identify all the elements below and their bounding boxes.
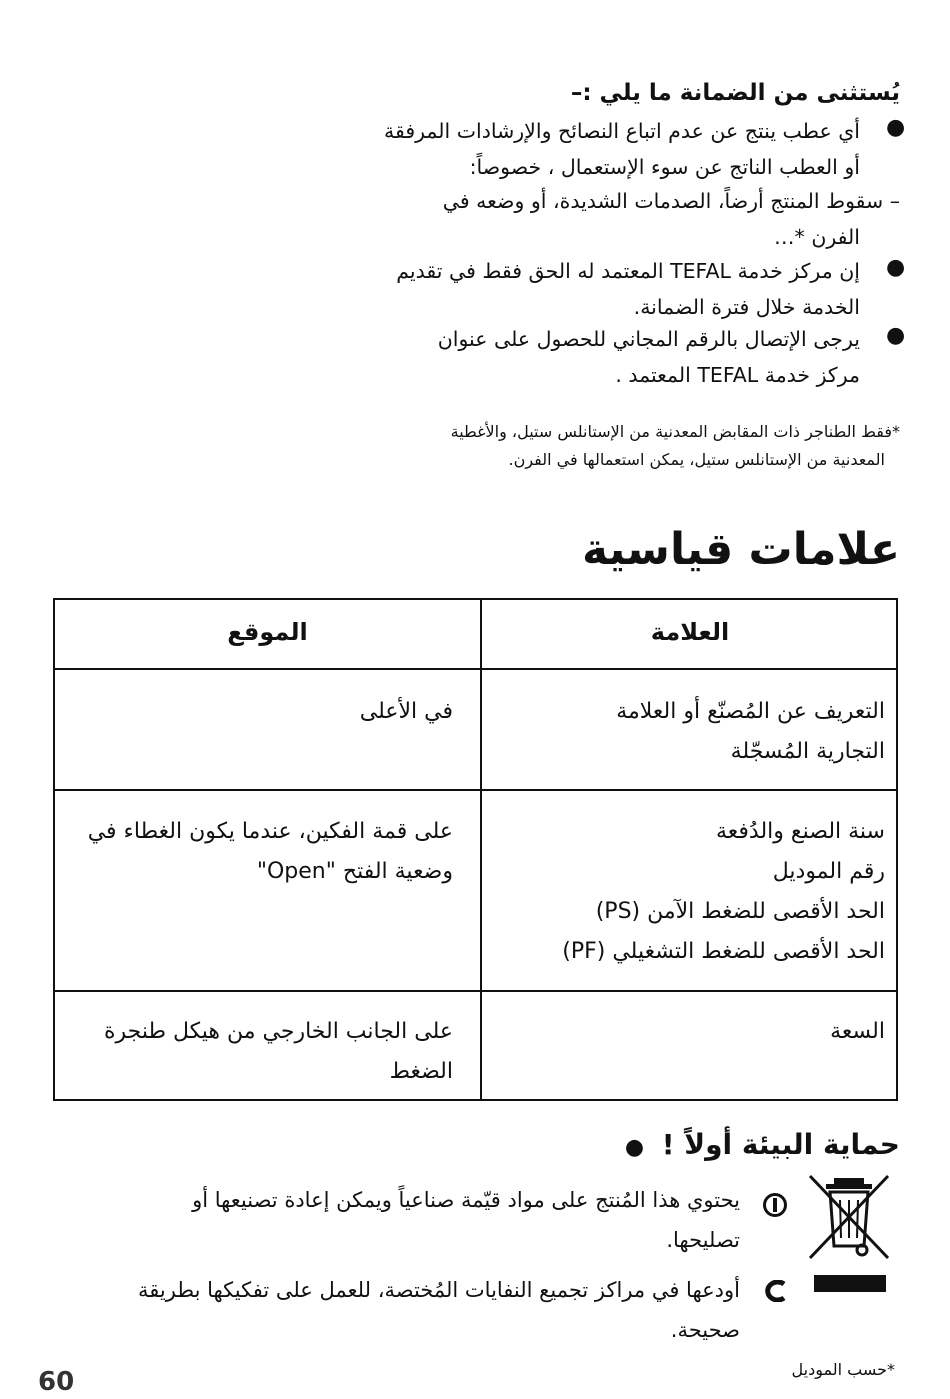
table-row-3-mark [482, 1012, 885, 1052]
environment-item-1-line-2: تصليحها. [666, 1228, 740, 1252]
exclusion-item-4-line-2: مركز خدمة TEFAL المعتمد . [615, 363, 860, 387]
exclusion-item-3 [330, 253, 860, 325]
oven-footnote-line-2: المعدنية من الإستانلس ستيل، يمكن استعمالها في الفرن. [508, 450, 885, 469]
exclusion-item-3-line-1: إن مركز خدمة TEFAL المعتمد له الحق فقط في تقديم [396, 259, 860, 283]
exclusion-item-1-line-1: أي عطب ينتج عن عدم اتباع النصائح والإرشادات المرفقة [383, 119, 860, 143]
crossed-bin-icon [806, 1172, 892, 1262]
table-row-3-location [55, 1012, 453, 1092]
oven-footnote-line-1: *فقط الطناجر ذات المقابض المعدنية من الإستانلس ستيل، والأغطية [450, 422, 900, 441]
recycle-info-icon [762, 1192, 788, 1218]
table-cell-text: على قمة الفكين، عندما يكون الغطاء في [87, 819, 453, 844]
table-header-mark: العلامة [650, 618, 730, 646]
table-cell-text: على الجانب الخارجي من هيكل طنجرة [103, 1019, 453, 1044]
exclusion-item-4-line-1: يرجى الإتصال بالرقم المجاني للحصول على عنوان [437, 327, 860, 351]
page-number: 60 [38, 1367, 75, 1397]
oven-footnote [330, 418, 900, 474]
table-cell-text: التعريف عن المُصنّع أو العلامة [616, 699, 885, 724]
bullet-icon: ● [886, 323, 906, 348]
table-row-1-mark [482, 692, 885, 772]
table-header-location: الموقع [227, 618, 308, 646]
environment-item-1 [60, 1180, 740, 1260]
table-row-2-location [55, 812, 453, 892]
table-divider [55, 990, 896, 992]
exclusion-item-4 [330, 321, 860, 393]
table-cell-text: رقم الموديل [772, 859, 885, 884]
table-cell-text: الضغط [389, 1059, 453, 1084]
environment-title: حماية البيئة أولاً ! [661, 1128, 900, 1161]
bullet-icon: ● [624, 1135, 645, 1160]
table-cell-text: في الأعلى [359, 699, 453, 724]
environment-item-2 [60, 1270, 740, 1350]
table-divider [55, 668, 896, 670]
environment-item-2-line-2: صحيحة. [670, 1318, 740, 1342]
exclusion-item-2 [330, 183, 900, 255]
table-row-1-location [55, 692, 453, 732]
deposit-icon [762, 1280, 788, 1302]
table-row-2-mark [482, 812, 885, 972]
table-cell-text: السعة [830, 1019, 885, 1044]
table-cell-text: التجارية المُسجّلة [730, 739, 885, 764]
bullet-icon: ● [886, 115, 906, 140]
black-bar-icon [814, 1275, 886, 1292]
exclusion-item-1 [330, 113, 860, 185]
bullet-icon: ● [886, 255, 906, 280]
environment-item-2-line-1: أودعها في مراكز تجميع النفايات المُختصة، للعمل على تفكيكها بطريقة [138, 1278, 740, 1302]
table-cell-text: وضعية الفتح "Open" [256, 859, 453, 884]
exclusion-item-1-line-2: أو العطب الناتج عن سوء الإستعمال ، خصوصاً: [469, 155, 860, 179]
environment-item-1-line-1: يحتوي هذا المُنتج على مواد قيّمة صناعياً ويمكن إعادة تصنيعها أو [192, 1188, 740, 1212]
section-title: علامات قياسية [582, 524, 900, 575]
table-cell-text: الحد الأقصى للضغط التشغيلي (PF) [562, 939, 885, 964]
model-footnote: *حسب الموديل [791, 1360, 895, 1379]
table-cell-text: الحد الأقصى للضغط الآمن (PS) [595, 899, 885, 924]
exclusion-item-3-line-2: الخدمة خلال فترة الضمانة. [633, 295, 860, 319]
table-divider [55, 789, 896, 791]
table-cell-text: سنة الصنع والدُفعة [715, 819, 885, 844]
exclusions-heading: يُستثنى من الضمانة ما يلي :– [570, 80, 900, 106]
environment-heading [560, 1128, 900, 1161]
exclusion-item-2-line-1: – سقوط المنتج أرضاً، الصدمات الشديدة، أو وضعه في [442, 189, 900, 213]
exclusion-item-2-line-2: الفرن *… [774, 225, 860, 249]
standards-table [53, 598, 898, 1101]
